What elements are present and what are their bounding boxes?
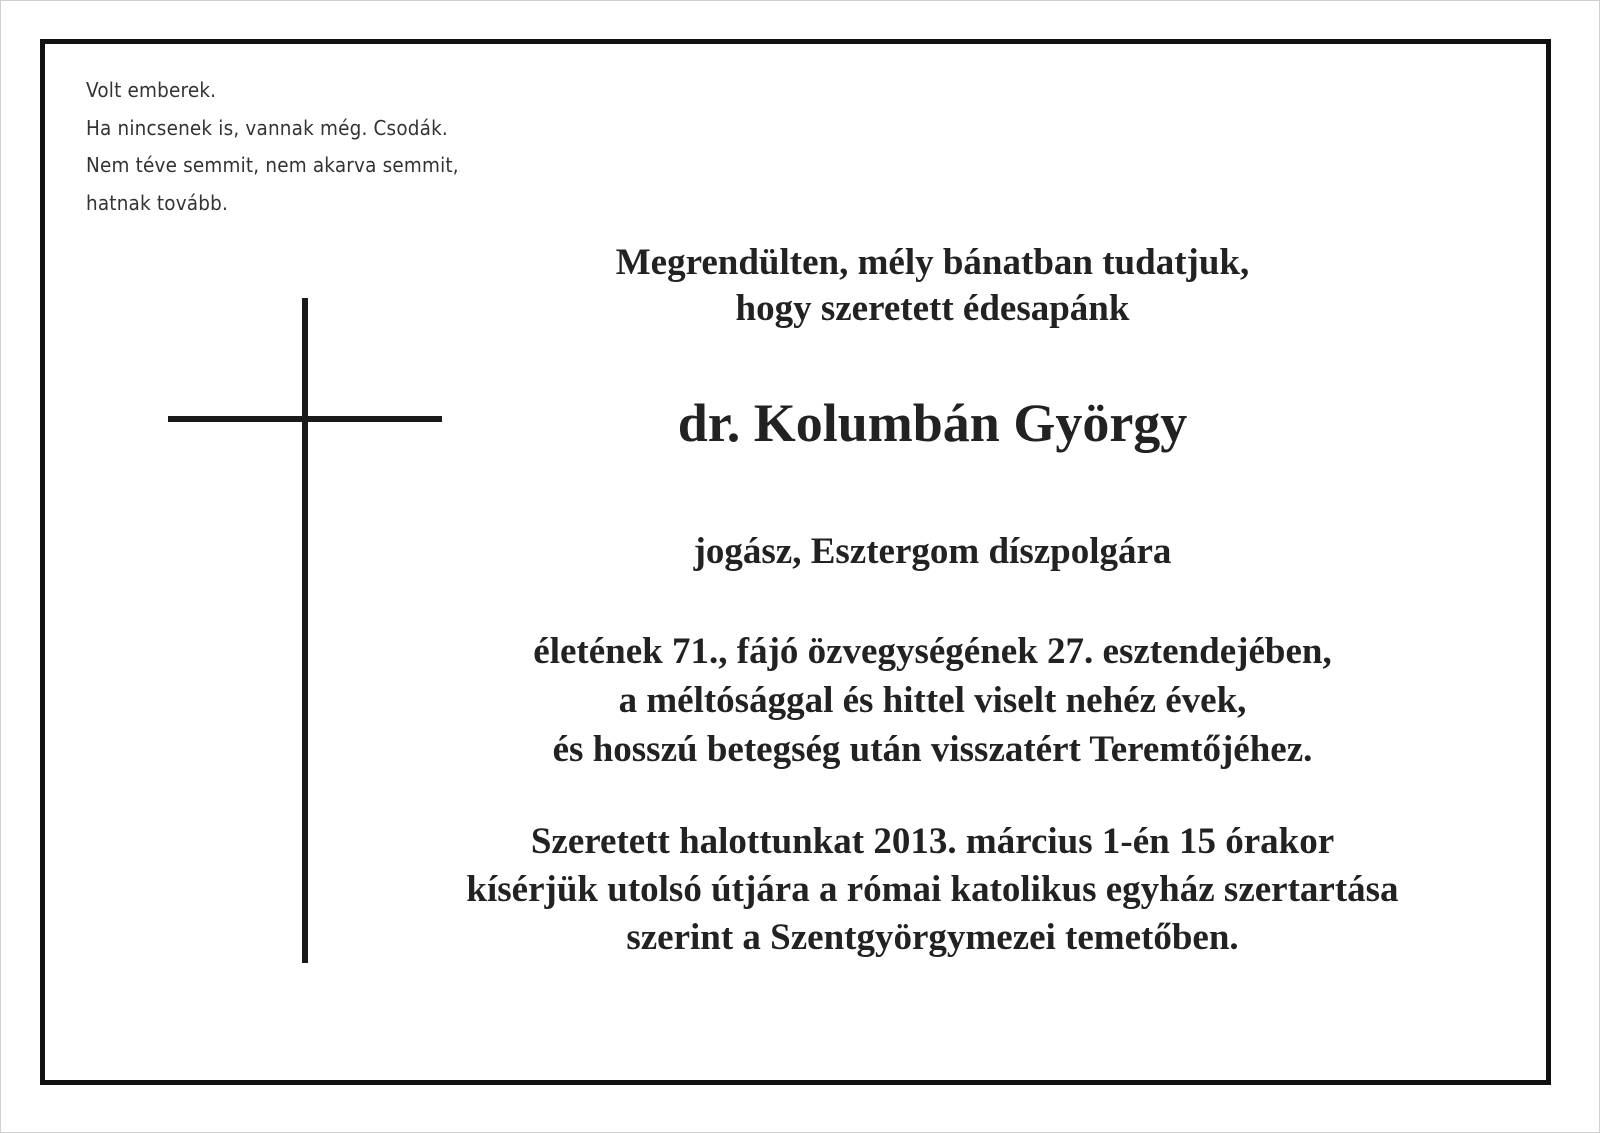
motto-line: hatnak tovább.	[86, 190, 229, 215]
funeral-details	[360, 818, 1505, 962]
funeral-line: kísérjük utolsó útjára a római katolikus egyház szertartása	[466, 869, 1399, 910]
age-text	[360, 627, 1505, 774]
age-line: életének 71., fájó özvegységének 27. esztendejében,	[533, 631, 1332, 672]
motto-quote	[86, 72, 459, 222]
motto-line: Ha nincsenek is, vannak még. Csodák.	[86, 115, 448, 140]
funeral-line: szerint a Szentgyörgymezei temetőben.	[626, 917, 1239, 958]
deceased-title: jogász, Esztergom díszpolgára	[693, 531, 1172, 572]
intro-line: hogy szeretett édesapánk	[735, 288, 1130, 329]
intro-line: Megrendülten, mély bánatban tudatjuk,	[615, 242, 1250, 283]
deceased-name: dr. Kolumbán György	[677, 393, 1188, 453]
intro-text	[360, 240, 1505, 332]
age-line: a méltósággal és hittel viselt nehéz évek,	[618, 680, 1247, 721]
age-line: és hosszú betegség után visszatért Teremtőjéhez.	[552, 729, 1313, 770]
cross-vertical-bar	[302, 298, 308, 963]
funeral-line: Szeretett halottunkat 2013. március 1-én 15 órakor	[530, 821, 1335, 862]
motto-line: Volt emberek.	[86, 78, 217, 102]
motto-line: Nem téve semmit, nem akarva semmit,	[86, 153, 459, 177]
